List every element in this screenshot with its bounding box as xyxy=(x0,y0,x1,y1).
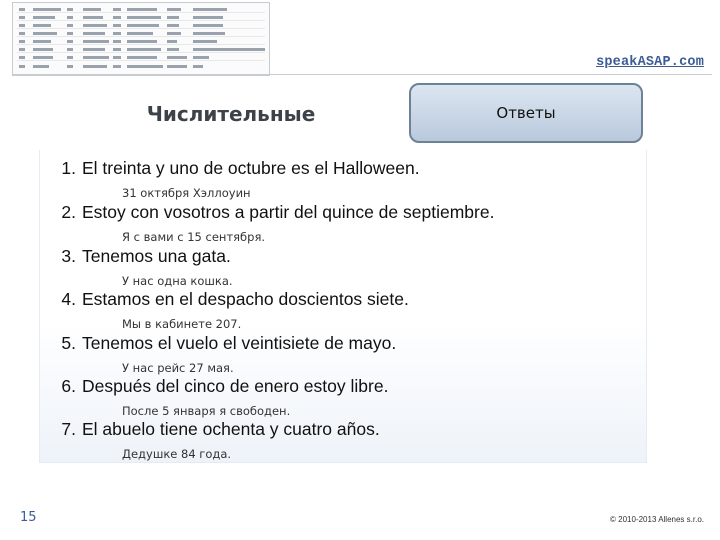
russian-translation: У нас рейс 27 мая. xyxy=(122,361,234,375)
russian-translation: Я с вами с 15 сентября. xyxy=(122,230,266,244)
item-number: 2. xyxy=(61,202,76,222)
spanish-sentence: Estamos en el despacho doscientos siete. xyxy=(82,289,409,309)
brand-logo[interactable]: speakASAP.com xyxy=(596,55,704,70)
item-number: 1. xyxy=(61,158,76,178)
item-number: 7. xyxy=(61,419,76,439)
copyright-notice: © 2010-2013 Allenes s.r.o. xyxy=(610,515,704,524)
spanish-sentence: El treinta y uno de octubre es el Halloween. xyxy=(82,158,420,178)
item-number: 4. xyxy=(61,289,76,309)
item-number: 6. xyxy=(61,376,76,396)
page-number: 15 xyxy=(20,510,37,525)
answers-button[interactable]: Ответы xyxy=(409,83,643,143)
spanish-sentence: Estoy con vosotros a partir del quince de septiembre. xyxy=(82,202,495,222)
russian-translation: Дедушке 84 года. xyxy=(122,447,232,461)
item-number: 5. xyxy=(61,333,76,353)
spanish-sentence: Tenemos una gata. xyxy=(82,246,231,266)
spanish-sentence: Tenemos el vuelo el veintisiete de mayo. xyxy=(82,333,397,353)
russian-translation: Мы в кабинете 207. xyxy=(122,317,242,331)
header-divider xyxy=(12,74,712,75)
slide-title: Числительные xyxy=(146,102,316,126)
russian-translation: После 5 января я свободен. xyxy=(122,404,291,418)
spanish-sentence: Después del cinco de enero estoy libre. xyxy=(82,376,389,396)
table-thumbnail xyxy=(12,2,270,76)
spanish-sentence: El abuelo tiene ochenta y cuatro años. xyxy=(82,419,380,439)
item-number: 3. xyxy=(61,246,76,266)
russian-translation: 31 октября Хэллоуин xyxy=(122,186,251,200)
russian-translation: У нас одна кошка. xyxy=(122,274,233,288)
